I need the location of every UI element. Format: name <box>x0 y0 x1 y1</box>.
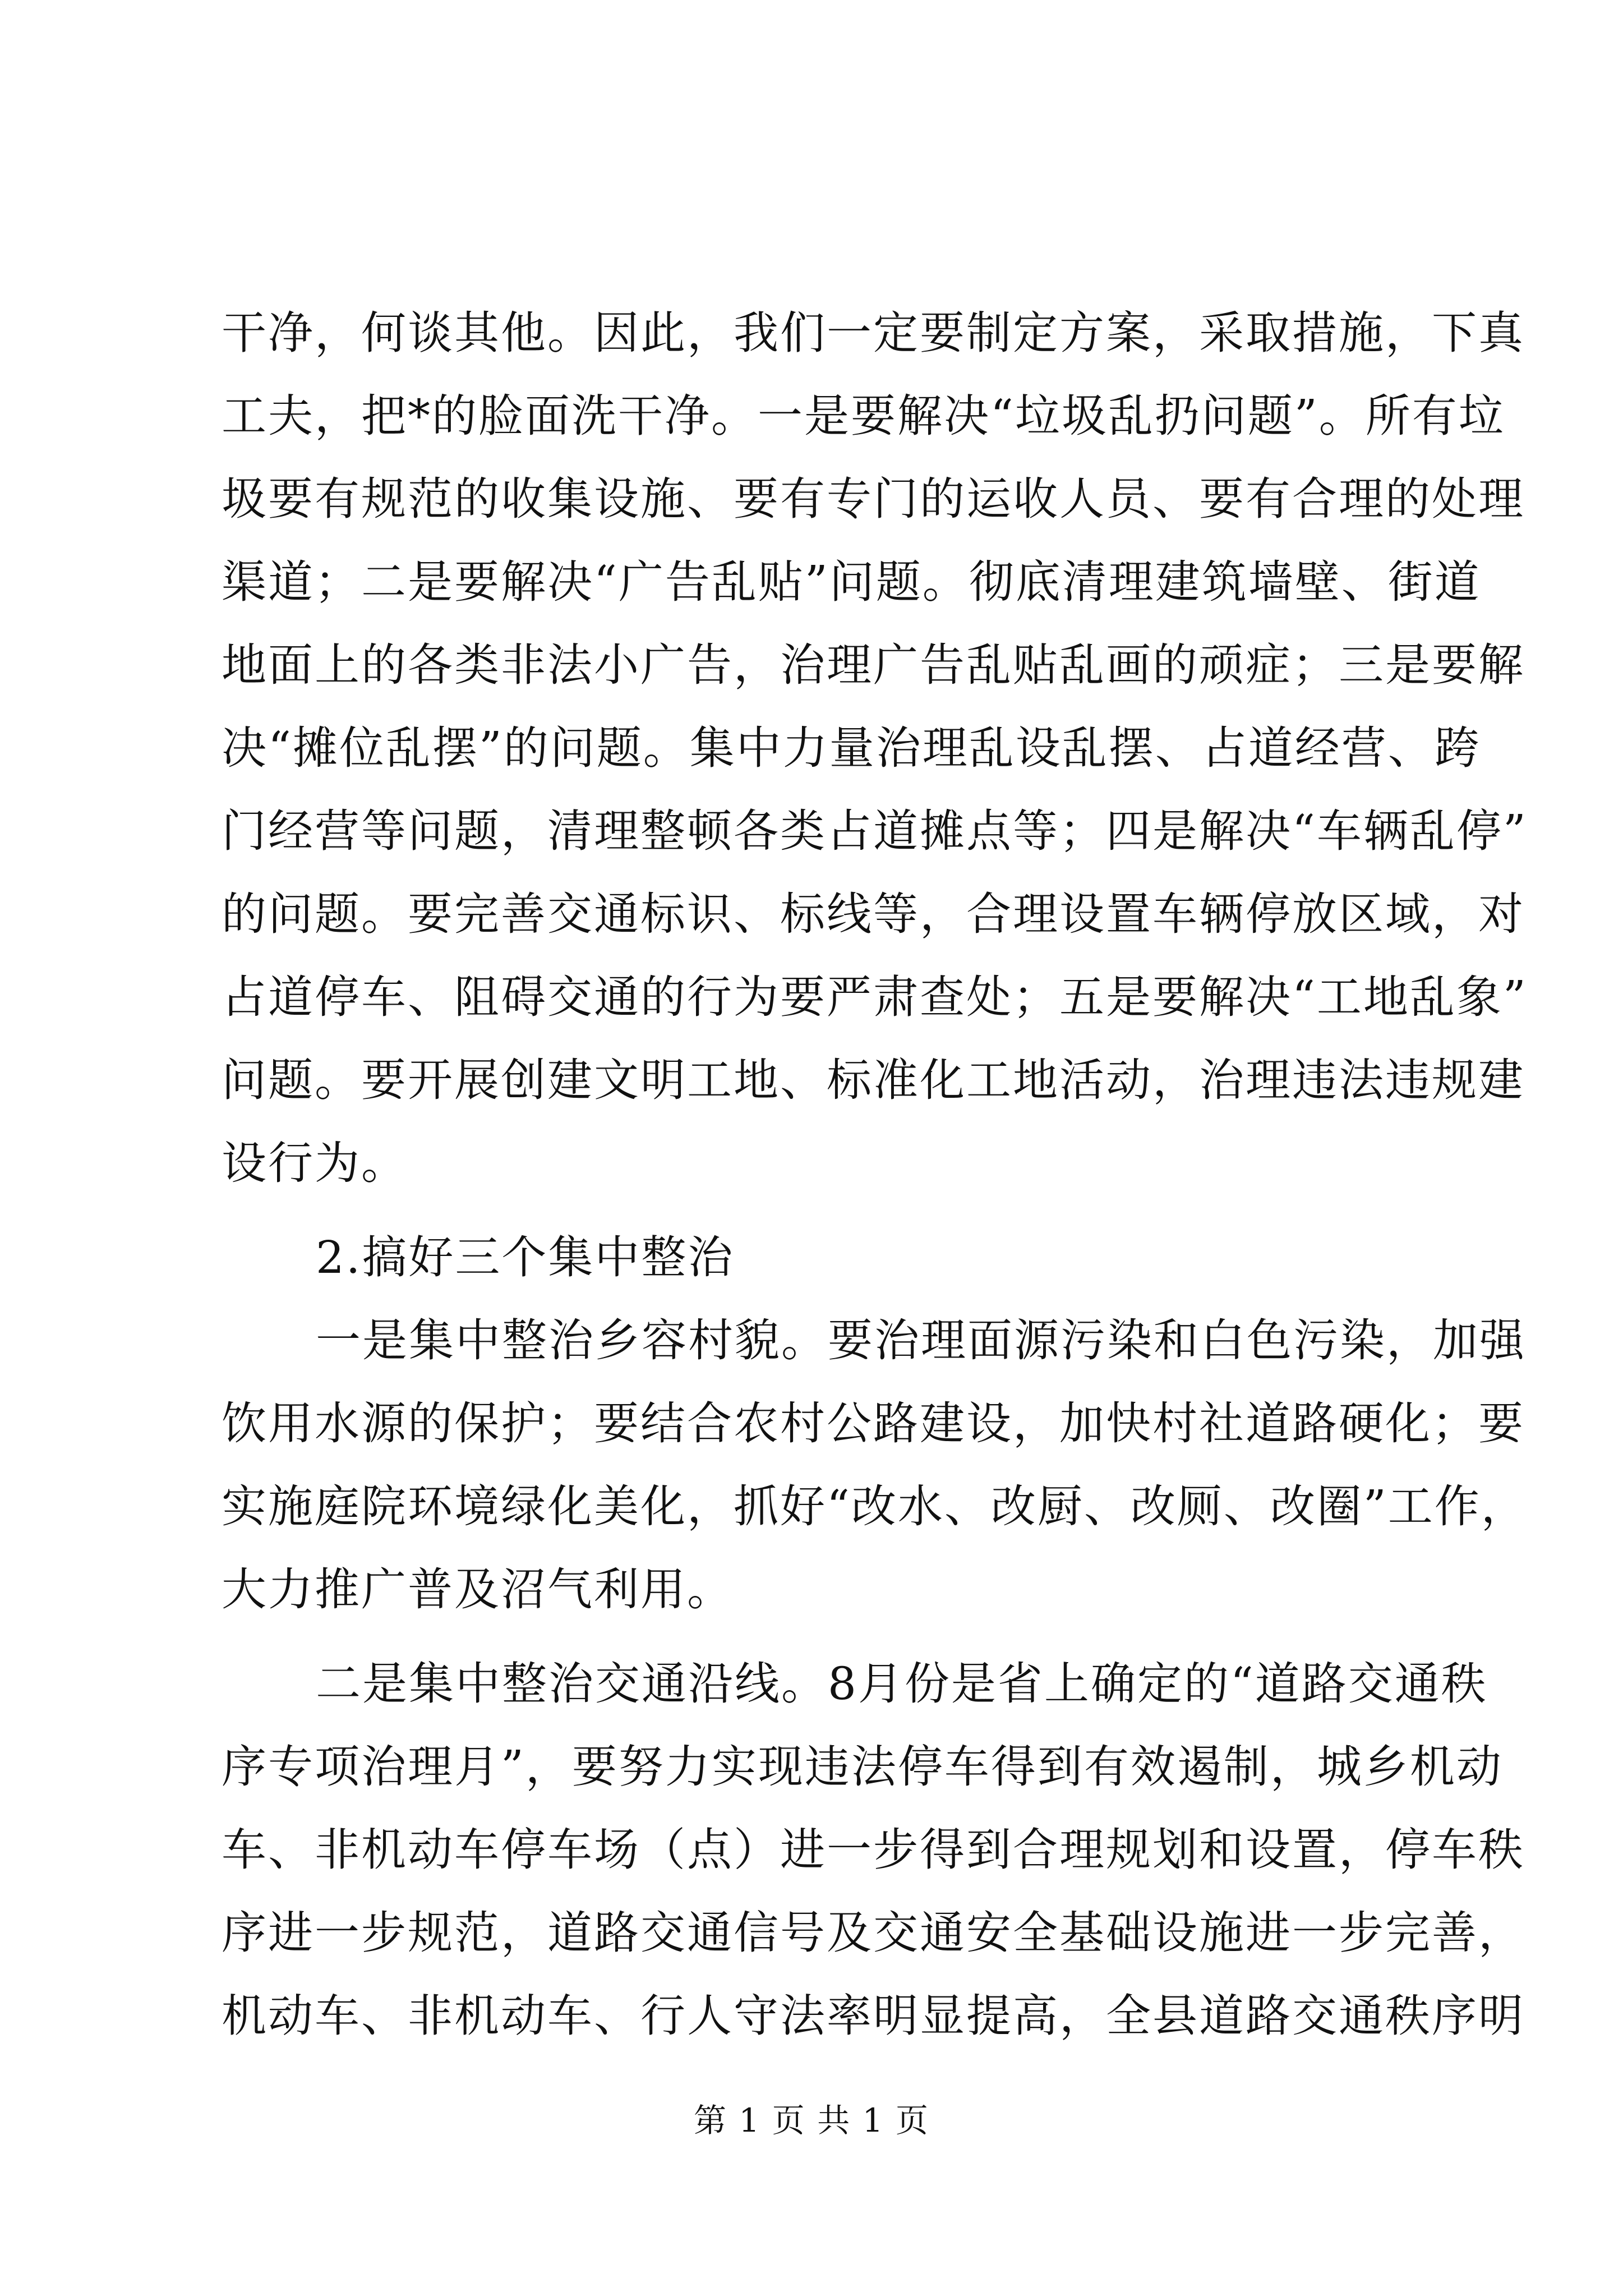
text-line: 地面上的各类非法小广告，治理广告乱贴乱画的顽症；三是要解 <box>222 639 1525 691</box>
text-line: 设行为。 <box>222 1137 408 1189</box>
text-line: 问题。要开展创建文明工地、标准化工地活动，治理违法违规建 <box>222 1054 1525 1106</box>
text-line: 渠道；二是要解决“广告乱贴”问题。彻底清理建筑墙壁、街道 <box>222 556 1481 608</box>
text-line: 序专项治理月”，要努力实现违法停车得到有效遏制，城乡机动 <box>222 1741 1503 1793</box>
text-line: 决“摊位乱摆”的问题。集中力量治理乱设乱摆、占道经营、跨 <box>222 722 1481 774</box>
text-line: 占道停车、阻碍交通的行为要严肃查处；五是要解决“工地乱象” <box>222 971 1528 1023</box>
text-line: 二是集中整治交通沿线。8月份是省上确定的“道路交通秩 <box>316 1658 1488 1710</box>
text-line: 大力推广普及沼气利用。 <box>222 1563 734 1616</box>
document-body <box>222 292 1528 2058</box>
text-line: 一是集中整治乡容村貌。要治理面源污染和白色污染，加强 <box>316 1314 1526 1366</box>
text-line: 干净，何谈其他。因此，我们一定要制定方案，采取措施，下真 <box>222 307 1525 359</box>
text-line: 车、非机动车停车场（点）进一步得到合理规划和设置，停车秩 <box>222 1824 1525 1876</box>
text-line: 的问题。要完善交通标识、标线等，合理设置车辆停放区域，对 <box>222 888 1525 940</box>
text-line: 圾要有规范的收集设施、要有专门的运收人员、要有合理的处理 <box>222 473 1525 525</box>
text-line: 工夫，把*的脸面洗干净。一是要解决“垃圾乱扔问题”。所有垃 <box>222 390 1505 442</box>
page-footer <box>0 2098 1623 2143</box>
section-heading: 2.搞好三个集中整治 <box>316 1231 735 1283</box>
text-line: 实施庭院环境绿化美化，抓好“改水、改厨、改厕、改圈”工作， <box>222 1480 1528 1533</box>
text-line: 机动车、非机动车、行人守法率明显提高，全县道路交通秩序明 <box>222 1990 1525 2042</box>
text-line: 门经营等问题，清理整顿各类占道摊点等；四是解决“车辆乱停” <box>222 805 1528 857</box>
text-line: 饮用水源的保护；要结合农村公路建设，加快村社道路硬化；要 <box>222 1397 1525 1450</box>
text-line: 序进一步规范，道路交通信号及交通安全基础设施进一步完善， <box>222 1907 1525 1959</box>
page-number-label: 第 1 页 共 1 页 <box>694 2101 929 2139</box>
